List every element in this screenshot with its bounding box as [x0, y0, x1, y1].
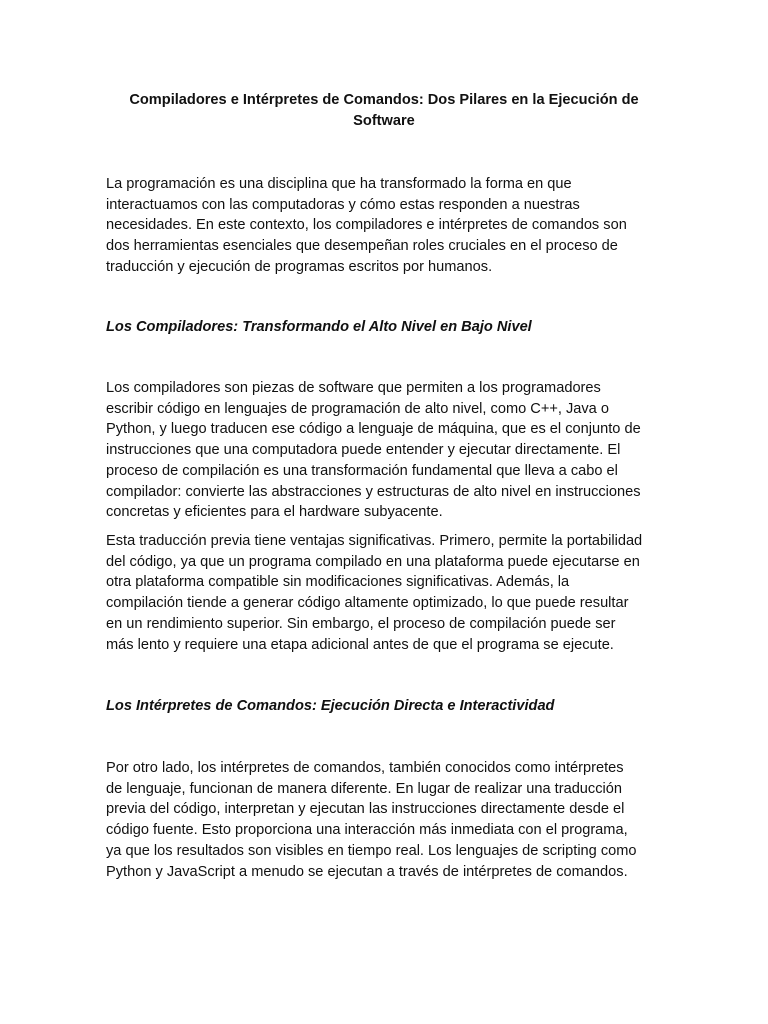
section-heading-compilers: Los Compiladores: Transformando el Alto Nivel en Bajo Nivel	[106, 319, 532, 335]
paragraph-line: Esta traducción previa tiene ventajas significativas. Primero, permite la portabilidad	[106, 533, 643, 549]
intro-line: La programación es una disciplina que ha transformado la forma en que	[106, 176, 572, 192]
paragraph-line: Python, y luego traducen ese código a lenguaje de máquina, que es el conjunto de	[106, 421, 641, 438]
section-heading-interpreters: Los Intérpretes de Comandos: Ejecución Directa e Interactividad	[106, 698, 555, 714]
intro-line: interactuamos con las computadoras y cómo estas responden a nuestras	[106, 196, 580, 213]
paragraph-line: instrucciones que una computadora puede entender y ejecutar directamente. El	[106, 442, 621, 459]
document-title	[106, 90, 662, 132]
paragraph-line: concretas y eficientes para el hardware subyacente.	[106, 504, 443, 521]
intro-line: dos herramientas esenciales que desempeñan roles cruciales en el proceso de	[106, 238, 618, 255]
paragraph-line: ya que los resultados son visibles en tiempo real. Los lenguajes de scripting como	[106, 842, 637, 859]
paragraph-line: Por otro lado, los intérpretes de comandos, también conocidos como intérpretes	[106, 760, 624, 776]
paragraph-line: previa del código, interpretan y ejecutan las instrucciones directamente desde el	[106, 801, 625, 818]
compilers-paragraph-1	[106, 378, 662, 523]
paragraph-line: del código, ya que un programa compilado en una plataforma puede ejecutarse en	[106, 553, 640, 570]
interpreters-paragraph-1	[106, 758, 662, 882]
paragraph-line: de lenguaje, funcionan de manera diferente. En lugar de realizar una traducción	[106, 780, 622, 797]
paragraph-line: compilador: convierte las abstracciones y estructuras de alto nivel en instrucciones	[106, 483, 641, 500]
intro-paragraph	[106, 174, 662, 278]
compilers-paragraph-2	[106, 531, 662, 655]
paragraph-line: más lento y requiere una etapa adicional antes de que el programa se ejecute.	[106, 636, 614, 653]
paragraph-line: otra plataforma compatible sin modificaciones significativas. Además, la	[106, 574, 570, 591]
paragraph-line: compilación tiende a generar código altamente optimizado, lo que puede resultar	[106, 595, 629, 612]
intro-line: traducción y ejecución de programas escritos por humanos.	[106, 258, 493, 275]
paragraph-line: Los compiladores son piezas de software que permiten a los programadores	[106, 380, 601, 396]
paragraph-line: escribir código en lenguajes de programación de alto nivel, como C++, Java o	[106, 400, 609, 417]
title-line-1: Compiladores e Intérpretes de Comandos: Dos Pilares en la Ejecución de	[129, 92, 639, 108]
paragraph-line: en un rendimiento superior. Sin embargo, el proceso de compilación puede ser	[106, 615, 616, 632]
intro-line: necesidades. En este contexto, los compiladores e intérpretes de comandos son	[106, 217, 627, 234]
title-line-2: Software	[353, 113, 415, 129]
paragraph-line: proceso de compilación es una transformación fundamental que lleva a cabo el	[106, 462, 618, 479]
paragraph-line: código fuente. Esto proporciona una interacción más inmediata con el programa,	[106, 822, 628, 839]
paragraph-line: Python y JavaScript a menudo se ejecutan a través de intérpretes de comandos.	[106, 863, 628, 880]
